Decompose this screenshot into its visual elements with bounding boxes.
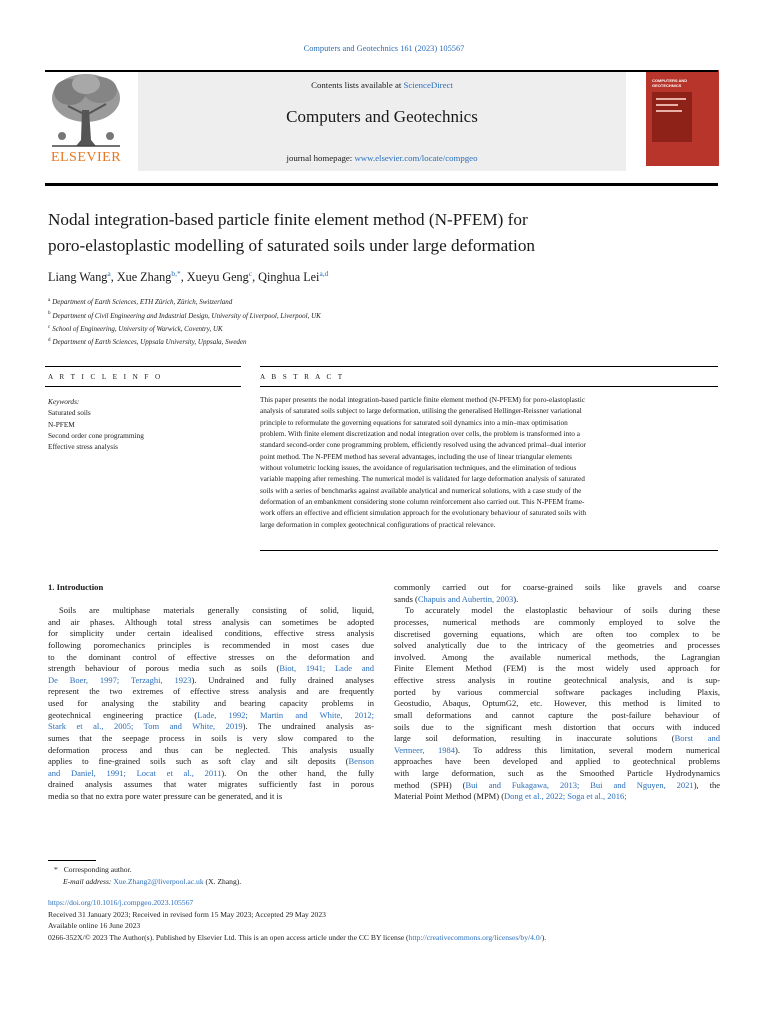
affiliation-list: [48, 295, 321, 348]
body-text-segment: applies to fine-grained soils such as soft clay and silt deposits (: [48, 756, 349, 767]
affiliation-text: Department of Civil Engineering and Industrial Design, University of Liverpool, Liverpool, UK: [52, 311, 321, 320]
keyword-item: N-PFEM: [48, 419, 75, 429]
body-text-line: [48, 628, 374, 640]
body-column-right: [394, 582, 720, 803]
abstract-line: work offers an effective and efficient simulation approach for the evolutionary behaviour of saturated soils with: [260, 508, 587, 518]
body-text-line: [394, 791, 720, 803]
body-column-left: [48, 605, 374, 803]
body-text-line: [48, 733, 374, 745]
footnote-rule: [48, 860, 96, 861]
email-label: E-mail address:: [63, 877, 112, 887]
body-text-line: [394, 756, 720, 768]
body-text-line: [394, 640, 720, 652]
body-text-line: [48, 721, 374, 733]
abstract-line: large deformation in complex geotechnical configurations of practical relevance.: [260, 519, 496, 529]
body-text-segment: processes, numerical methods are commonly employed to solve the: [394, 616, 720, 627]
abstract-end-rule: [260, 550, 718, 551]
body-text-line: [394, 780, 720, 792]
body-text-segment: ). The undrained analysis as-: [242, 721, 374, 732]
license-line: [48, 932, 728, 944]
body-text-segment: to the dominant control of effective stresses on the deformation and: [48, 651, 374, 662]
abstract-line: problem. With finite element discretization and nodal integration over cells, the problem is transformed into a: [260, 429, 580, 439]
keywords-label: Keywords:: [48, 397, 80, 406]
body-text-segment: effective stress analysis in routine geotechnical analysis, and is sup-: [394, 675, 720, 685]
body-text-segment: large soil deformation, resulting in inaccurate solutions (: [394, 733, 675, 744]
body-text-segment: media so that no extra pore water pressure can be generated, and it is: [48, 791, 283, 801]
affiliation-text: Department of Earth Sciences, Uppsala University, Uppsala, Sweden: [52, 338, 247, 347]
body-text-segment: with large deformation, such as the Smoothed Particle Hydrodynamics: [394, 768, 720, 778]
body-text-line: [48, 675, 374, 687]
doi-link[interactable]: https://doi.org/10.1016/j.compgeo.2023.105567: [48, 898, 194, 907]
body-text-line: [48, 710, 374, 722]
affiliation-marker: d: [48, 337, 51, 343]
author-name[interactable]: Xueyu Geng: [186, 270, 249, 285]
body-text-line: [48, 663, 374, 675]
body-text-segment: following poromechanics principles is recommended in most cases due: [48, 639, 374, 650]
body-text-segment: ), the: [693, 779, 720, 790]
body-text-line: [48, 617, 374, 629]
affiliation-item: [48, 322, 321, 335]
body-text-segment: used for analysing the stability and bearing capacity problems in: [48, 698, 374, 708]
citation-link[interactable]: Stark et al., 2005; Tom and White, 2019: [48, 721, 243, 732]
affiliation-marker: b: [48, 311, 51, 317]
body-text-line: [394, 733, 720, 745]
body-text-segment: deformation process and thus can be neglected. This analysis usually: [48, 744, 374, 755]
author-separator: ,: [252, 270, 259, 285]
affiliation-text: School of Engineering, University of Warwick, Coventry, UK: [52, 324, 223, 333]
body-text-segment: sands (: [394, 593, 418, 604]
author-list: [48, 269, 328, 285]
journal-homepage-link[interactable]: www.elsevier.com/locate/compgeo: [354, 153, 478, 163]
article-info-rule: [45, 366, 241, 367]
affiliation-item: [48, 295, 321, 308]
body-text-line: [394, 698, 720, 710]
abstract-text: [260, 394, 718, 530]
body-text-segment: To accurately model the elastoplastic behaviour of soils during these: [405, 605, 720, 616]
paper-title-line: poro-elastoplastic modelling of saturated soils under large deformation: [48, 236, 536, 255]
body-text-line: [394, 617, 720, 629]
sciencedirect-link[interactable]: ScienceDirect: [403, 80, 453, 90]
body-text-segment: small deformations and cannot capture the post-failure behaviour of: [394, 709, 720, 720]
body-text-segment: Finite Element Method (FEM) is the most widely used approach for: [394, 663, 720, 674]
body-text-line: [48, 698, 374, 710]
affiliation-text: Department of Earth Sciences, ETH Zürich, Zürich, Switzerland: [52, 298, 233, 307]
keywords-rule: [45, 386, 241, 387]
body-text-line: [48, 756, 374, 768]
body-text-segment: commonly carried out for coarse-grained soils like gravels and coarse: [394, 582, 720, 592]
body-text-line: [394, 605, 720, 617]
journal-cover-thumbnail[interactable]: [646, 70, 719, 166]
body-text-segment: ). To address this limitation, several modern numerical: [455, 744, 720, 755]
affiliation-marker: a: [48, 298, 51, 303]
header-top-rule: [45, 70, 718, 72]
header-bottom-rule: [45, 183, 718, 186]
body-text-line: [48, 791, 374, 803]
body-text-line: [394, 629, 720, 641]
body-text-line: [394, 768, 720, 780]
license-text: 0266-352X/© 2023 The Author(s). Published by Elsevier Ltd. This is an open access article under the CC BY license (: [48, 932, 409, 942]
corresponding-author-note: [48, 864, 241, 876]
abstract-inner-rule: [260, 386, 718, 387]
author-affiliation-marker[interactable]: c: [248, 269, 253, 278]
body-text-segment: ). On the other hand, the fully: [221, 767, 374, 778]
cover-title: COMPUTERS AND GEOTECHNICS: [652, 78, 688, 88]
body-text-segment: Material Point Method (MPM) (: [394, 791, 505, 802]
body-text-segment: approaches have been developed and applied to geotechnical problems: [394, 756, 720, 767]
keyword-item: Saturated soils: [48, 408, 91, 418]
article-info-heading: A R T I C L E I N F O: [48, 373, 163, 381]
body-text-line: [48, 640, 374, 652]
journal-homepage-line: [138, 153, 626, 163]
author-separator: ,: [180, 270, 187, 285]
abstract-rule: [260, 366, 718, 367]
elsevier-tree-icon: [48, 70, 124, 148]
body-text-segment: and air phases. Although total stress analysis can sometimes be adopted: [48, 616, 374, 627]
affiliation-item: [48, 335, 321, 348]
affiliation-marker: c: [48, 324, 51, 330]
footnote-star: *: [54, 865, 58, 874]
body-text-line: [48, 768, 374, 780]
paper-title-line: Nodal integration-based particle finite element method (N-PFEM) for: [48, 210, 528, 229]
abstract-line: variable mapping after remeshing. The numerical model is validated for large deformation analysis of saturated: [260, 474, 585, 484]
body-text-segment: ).: [513, 593, 519, 604]
citation-link[interactable]: Biot, 1941; Lade and: [279, 663, 374, 674]
abstract-heading: A B S T R A C T: [260, 373, 345, 381]
elsevier-logo[interactable]: [45, 70, 127, 168]
author-affiliation-marker[interactable]: b,*: [171, 269, 181, 278]
body-text-line: [48, 745, 374, 757]
body-text-line: [48, 779, 374, 791]
author-affiliation-marker[interactable]: a,d: [319, 269, 329, 278]
paper-title: [48, 207, 708, 259]
body-text-segment: method (SPH) (: [394, 779, 466, 790]
author-affiliation-marker[interactable]: a: [107, 269, 111, 278]
article-metadata: [48, 897, 728, 943]
body-text-line: [394, 675, 720, 687]
abstract-line: deformation of an embankment considering stone column reinforcement also carried out. This N-PFEM frame-: [260, 497, 585, 507]
body-text-line: [48, 652, 374, 664]
author-name[interactable]: Qinghua Lei: [258, 270, 320, 285]
homepage-label: journal homepage:: [286, 153, 355, 163]
body-text-segment: Soils are multiphase materials generally consisting of solid, liquid,: [59, 605, 374, 615]
body-text-line: [394, 594, 720, 606]
keyword-item: Second order cone programming: [48, 430, 144, 440]
body-text-line: [394, 687, 720, 699]
body-text-segment: discretised governing equations, which are often too complex to be: [394, 628, 720, 639]
received-dates: Received 31 January 2023; Received in revised form 15 May 2023; Accepted 29 May 2023: [48, 909, 326, 919]
author-separator: ,: [110, 270, 117, 285]
body-text-segment: ported by various commercial software packages including Plaxis,: [394, 686, 720, 697]
journal-title: Computers and Geotechnics: [286, 107, 478, 126]
body-text-line: [48, 605, 374, 617]
email-note: [63, 876, 241, 888]
abstract-line: principle to reformulate the governing equations for saturated soil dynamics into a min–max optimisation: [260, 417, 568, 427]
abstract-line: standard second-order cone programming problem, efficiently resolved using the advanced primal–dual interior: [260, 440, 587, 450]
contents-line: [138, 80, 626, 90]
abstract-line: soils with a series of benchmarks against available analytical and numerical solutions, with a case study of the: [260, 485, 582, 495]
body-text-segment: for simplicity under certain idealised conditions, effective stress analysis: [48, 628, 374, 639]
publisher-name: ELSEVIER: [50, 150, 122, 165]
body-text-line: [394, 710, 720, 722]
body-text-line: [394, 663, 720, 675]
keyword-item: Effective stress analysis: [48, 442, 118, 452]
citation-link[interactable]: Vermeer, 1984: [394, 744, 456, 755]
body-text-segment: Geostudio, Abaqus, OptumG2, etc. However, this method is limited to: [394, 698, 720, 709]
body-text-line: [48, 686, 374, 698]
abstract-line: without volumetric locking issues, the avoidance of regularisation techniques, and the elimination of tedious: [260, 463, 577, 473]
corresponding-author-text: Corresponding author.: [63, 865, 132, 874]
body-text-segment: geotechnical engineering practice (: [48, 709, 198, 720]
body-text-line: [394, 745, 720, 757]
license-link[interactable]: http://creativecommons.org/licenses/by/4.0/: [408, 932, 542, 942]
journal-citation-link[interactable]: Computers and Geotechnics 161 (2023) 105567: [303, 44, 465, 53]
body-text-segment: represent the two extremes of effective stress analysis and are frequently: [48, 686, 374, 697]
citation-link[interactable]: Bui and Fukagawa, 2013; Bui and Nguyen, 2021: [465, 779, 694, 790]
citation-link[interactable]: Borst and: [674, 733, 720, 744]
footnotes: [48, 864, 241, 889]
email-suffix: (X. Zhang).: [203, 877, 242, 887]
body-text-segment: solved analytically due to the intricacy of the geometries and processes: [394, 640, 720, 651]
available-online: Available online 16 June 2023: [48, 921, 141, 931]
citation-link[interactable]: Dong et al., 2022; Soga et al., 2016;: [504, 791, 627, 802]
author-name[interactable]: Xue Zhang: [116, 270, 172, 285]
body-text-line: [394, 652, 720, 664]
abstract-line: analysis of saturated soils subject to large deformation, utilising the generalised Hellinger-Reissner variational: [260, 406, 582, 416]
body-text-line: [394, 722, 720, 734]
abstract-line: This paper presents the nodal integration-based particle finite element method (N-PFEM) for poro-elastoplastic: [260, 395, 586, 404]
citation-link[interactable]: Chapuis and Aubertin, 2003: [417, 593, 514, 604]
citation-link[interactable]: De Boer, 1997; Terzaghi, 1923: [48, 674, 192, 685]
section-heading-introduction: 1. Introduction: [48, 582, 104, 592]
body-text-line: [394, 582, 720, 594]
author-name[interactable]: Liang Wang: [48, 270, 108, 285]
body-text-segment: drained analysis assumes that water migrates sufficiently fast in porous: [48, 779, 374, 790]
contents-label: Contents lists available at: [311, 80, 404, 90]
license-suffix: ).: [541, 932, 547, 942]
body-text-segment: strength behaviour of porous media such as soils (: [48, 663, 280, 674]
body-text-segment: ). Undrained and fully drained analyses: [191, 674, 374, 685]
affiliation-item: [48, 308, 321, 321]
email-link[interactable]: Xue.Zhang2@liverpool.ac.uk: [113, 877, 204, 887]
body-text-segment: involved. Among the available numerical methods, the Lagrangian: [394, 651, 720, 662]
citation-link[interactable]: Benson: [348, 756, 374, 767]
abstract-line: point method. The N-PFEM method has several advantages, including the use of linear triangular elements: [260, 451, 572, 461]
citation-link[interactable]: and Daniel, 1991; Locat et al., 2011: [48, 767, 222, 778]
keywords-block: [48, 396, 238, 452]
body-text-segment: sumes that the seepage process in soils is very slow compared to the: [48, 732, 374, 743]
body-text-segment: soils due to the significant mesh distortion that occurs with induced: [394, 721, 720, 732]
citation-link[interactable]: Lade, 1992; Martin and White, 2012;: [197, 709, 375, 720]
